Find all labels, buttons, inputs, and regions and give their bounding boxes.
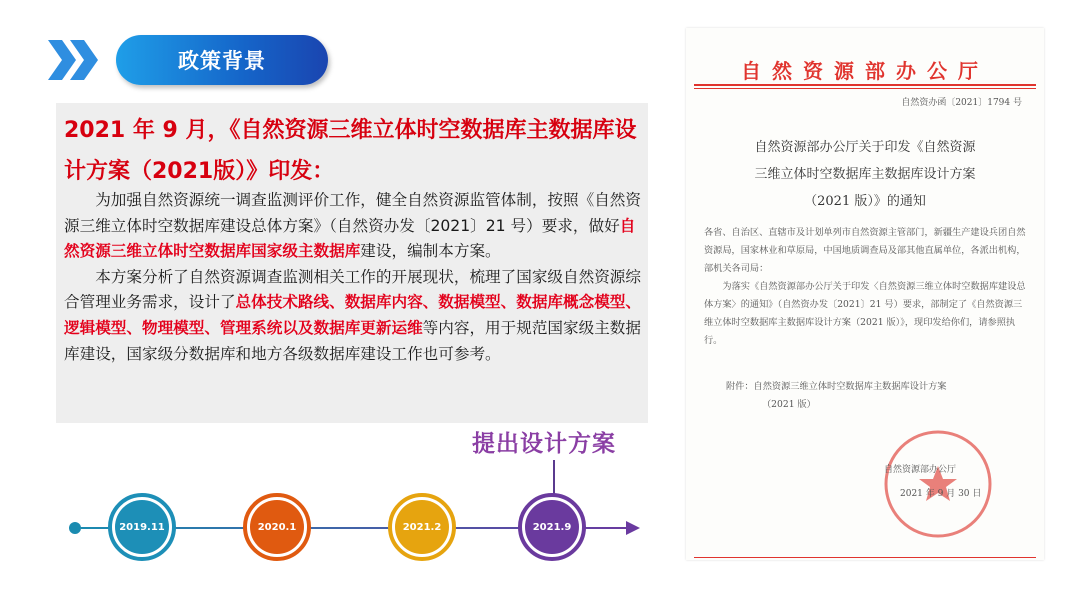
timeline-node [243, 493, 311, 561]
document-title-line: 自然资源部办公厅关于印发《自然资源 [754, 140, 976, 155]
document-issuer: 自然资源部办公厅 [741, 59, 989, 83]
double-chevron-icon [44, 36, 102, 84]
document-title-line: （2021 版）》的通知 [804, 194, 926, 209]
official-document [686, 28, 1044, 560]
timeline-start-dot [69, 522, 81, 534]
document-signature: 自然资源部办公厅 [884, 465, 957, 475]
body-text [64, 188, 644, 367]
headline: 2021 年 9 月，《自然资源三维立体时空数据库主数据库设计方案（2021版）》印发： [64, 118, 637, 184]
timeline-arrow-icon [626, 521, 640, 535]
timeline-callout: 提出设计方案 [472, 431, 616, 457]
para2-text-a: 本方案分析了自然资源调查监测相关工作的开展现状，梳理了国家级自然资源综合管理业务需求，设计了 [64, 267, 641, 312]
callout-connector [553, 460, 555, 496]
document-red-rule [694, 84, 1036, 86]
official-seal-stamp [880, 426, 996, 542]
timeline-node-label: 2021.2 [395, 500, 449, 554]
paragraph-1 [64, 188, 644, 265]
document-number: 自然资办函〔2021〕1794 号 [901, 98, 1022, 108]
document-recipients: 各省、自治区、直辖市及计划单列市自然资源主管部门，新疆生产建设兵团自然资源局，国家林业和草原局，中国地质调查局及部其他直属单位，各派出机构，部机关各司局： [704, 227, 1026, 274]
document-title-line: 三维立体时空数据库主数据库设计方案 [754, 167, 976, 182]
timeline-node-label: 2021.9 [525, 500, 579, 554]
timeline-node-label: 2020.1 [250, 500, 304, 554]
paragraph-2 [64, 265, 644, 367]
timeline-node-label: 2019.11 [115, 500, 169, 554]
attachment-line: （2021 版） [762, 399, 816, 410]
para1-highlight: 自然资源三维立体时空数据库国家级主数据库 [64, 216, 636, 261]
document-date: 2021 年 9 月 30 日 [900, 489, 982, 499]
document-attachment [726, 378, 1030, 414]
para1-text-a: 为加强自然资源统一调查监测评价工作，健全自然资源监管体制，按照《自然资源三维立体时空数据库建设总体方案》（自然资办发〔2021〕21 号）要求，做好 [64, 191, 641, 235]
para2-text-b: 等内容，用于规范国家级主数据库建设，国家级分数据库和地方各级数据库建设工作也可参考。 [64, 318, 641, 363]
attachment-line: 附件：自然资源三维立体时空数据库主数据库设计方案 [726, 381, 947, 392]
document-title [716, 134, 1014, 215]
document-paragraph: 为落实《自然资源部办公厅关于印发〈自然资源三维立体时空数据库建设总体方案〉的通知》（自然资办发〔2021〕21 号）要求，部制定了《自然资源三维立体时空数据库主数据库设计方案（2021 版）》，现印发给你们，请参照执行。 [704, 281, 1026, 346]
section-title: 政策背景 [116, 35, 328, 85]
timeline-node [388, 493, 456, 561]
timeline-node [518, 493, 586, 561]
para1-text-b: 建设，编制本方案。 [360, 242, 501, 261]
timeline-node [108, 493, 176, 561]
para2-highlight: 总体技术路线、数据库内容、数据模型、数据库概念模型、逻辑模型、物理模型、管理系统以及数据库更新运维 [64, 293, 641, 337]
document-body [704, 224, 1030, 350]
document-red-rule [694, 88, 1036, 89]
document-bottom-rule [694, 557, 1036, 558]
